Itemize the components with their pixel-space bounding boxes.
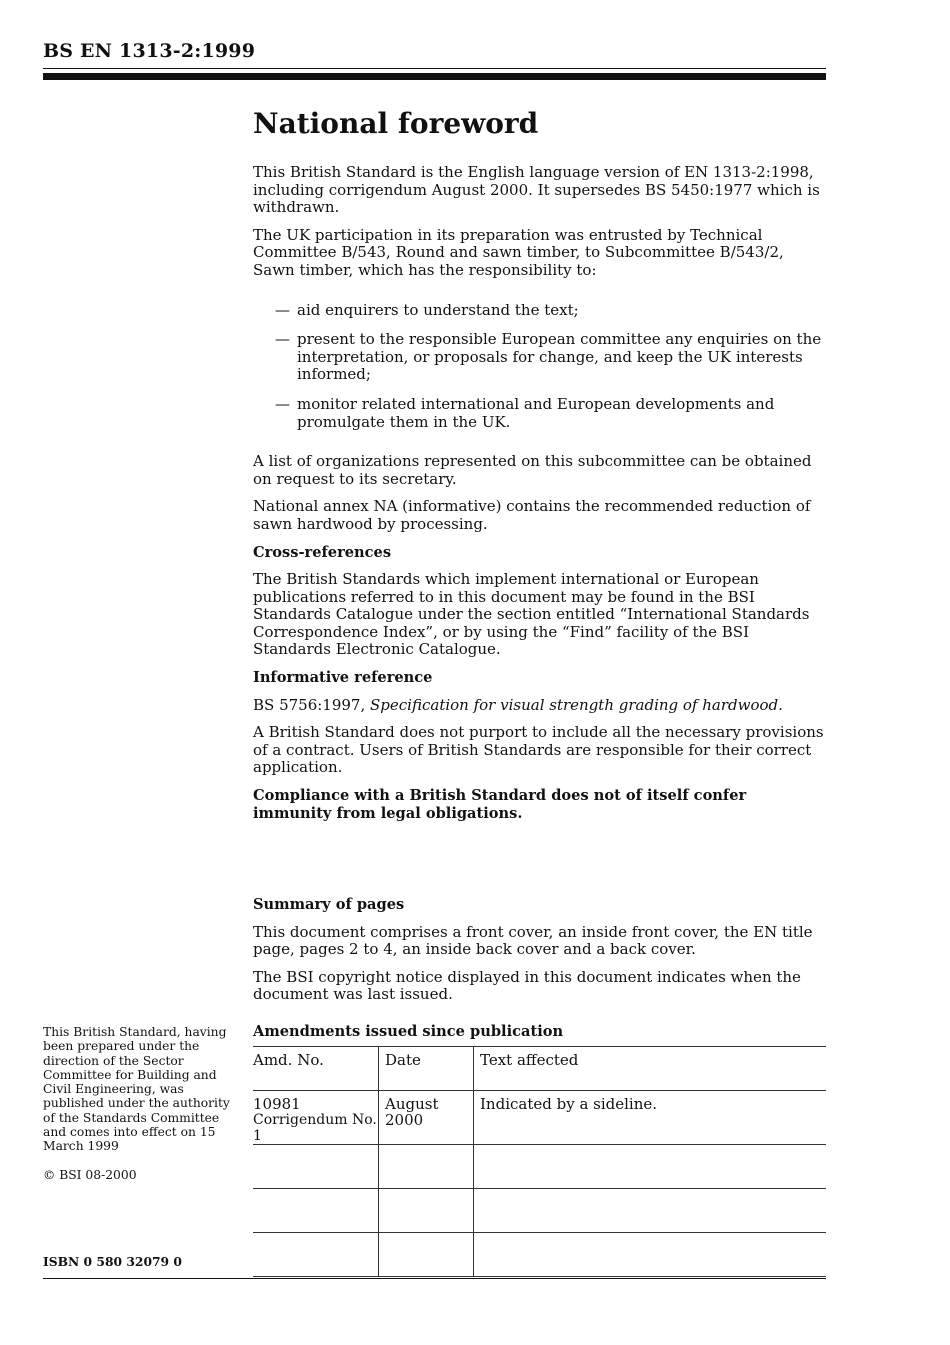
cross-references-heading: Cross-references: [253, 543, 392, 561]
text-affected-cell: Indicated by a sideline.: [474, 1091, 827, 1145]
table-row: [253, 1145, 826, 1189]
date-cell: August 2000: [379, 1091, 474, 1145]
responsibilities-list: [253, 302, 828, 432]
amd-no-cell: 10981 Corrigendum No. 1: [253, 1095, 377, 1144]
copyright-notice: © BSI 08-2000: [43, 1168, 137, 1182]
summary-of-pages: [253, 896, 828, 1014]
summary-paragraph-2: The BSI copyright notice displayed in this document indicates when the document was last issued.: [253, 967, 801, 1004]
footer-rule: [43, 1278, 826, 1279]
table-row: [253, 1233, 826, 1277]
list-item: — aid enquirers to understand the text;: [275, 300, 579, 319]
header-rule-thin: [43, 68, 826, 69]
summary-heading: Summary of pages: [253, 896, 405, 913]
page-title: National foreword: [253, 107, 539, 140]
list-item: — monitor related international and European developments and promulgate them in the UK.: [275, 394, 775, 431]
list-item: — present to the responsible European committee any enquiries on the interpretation, or proposals for change, and keep the UK interests informed;: [275, 330, 822, 384]
informative-reference-text: [253, 697, 828, 715]
publication-note: This British Standard, having been prepared under the direction of the Sector Committee for Building and Civil Engineering, was published under the authority of the Standards Committee and comes into effect on 15 March 1999: [43, 1025, 230, 1154]
column-header-text-affected: Text affected: [474, 1047, 827, 1091]
national-annex-paragraph: National annex NA (informative) contains the recommended reduction of sawn hardwood by processing.: [253, 497, 811, 533]
foreword-body: [253, 164, 828, 832]
reference-code: BS 5756:1997,: [253, 695, 371, 714]
intro-paragraph-1: This British Standard is the English language version of EN 1313-2:1998, including corrigendum August 2000. It supersedes BS 5450:1977 which is withdrawn.: [253, 163, 820, 217]
dash-bullet: —: [275, 394, 290, 413]
column-header-date: Date: [379, 1047, 474, 1091]
reference-title: Specification for visual strength grading of hardwood.: [370, 695, 783, 714]
table-header-row: [253, 1047, 826, 1091]
document-id-header: BS EN 1313-2:1999: [43, 40, 256, 62]
cross-references-text: The British Standards which implement international or European publications referred to in this document may be found in the BSI Standards Catalogue under the section entitled “International Standards Correspondence Index”, or by using the “Find” facility of the BSI Standards Electronic Catalogue.: [253, 570, 810, 659]
disclaimer-paragraph: A British Standard does not purport to include all the necessary provisions of a contract. Users of British Standards are responsible for their correct application.: [253, 723, 824, 777]
dash-bullet: —: [275, 300, 290, 319]
table-row: [253, 1091, 826, 1145]
column-header-amd-no: Amd. No.: [253, 1051, 324, 1069]
header-rule-thick: [43, 73, 826, 80]
informative-reference-heading: Informative reference: [253, 669, 433, 687]
compliance-statement: Compliance with a British Standard does not of itself confer immunity from legal obligations.: [253, 787, 747, 822]
intro-paragraph-2: The UK participation in its preparation was entrusted by Technical Committee B/543, Round and sawn timber, to Subcommittee B/543/2, Sawn timber, which has the responsibility to:: [253, 225, 784, 279]
organizations-paragraph: A list of organizations represented on this subcommittee can be obtained on request to its secretary.: [253, 452, 812, 488]
amendments-heading: Amendments issued since publication: [253, 1023, 564, 1040]
amendments-section: [253, 1023, 826, 1277]
amendments-table: [253, 1046, 826, 1277]
dash-bullet: —: [275, 330, 290, 349]
summary-paragraph-1: This document comprises a front cover, an inside front cover, the EN title page, pages 2 to 4, an inside back cover and a back cover.: [253, 922, 813, 959]
isbn: ISBN 0 580 32079 0: [43, 1254, 182, 1269]
table-row: [253, 1189, 826, 1233]
